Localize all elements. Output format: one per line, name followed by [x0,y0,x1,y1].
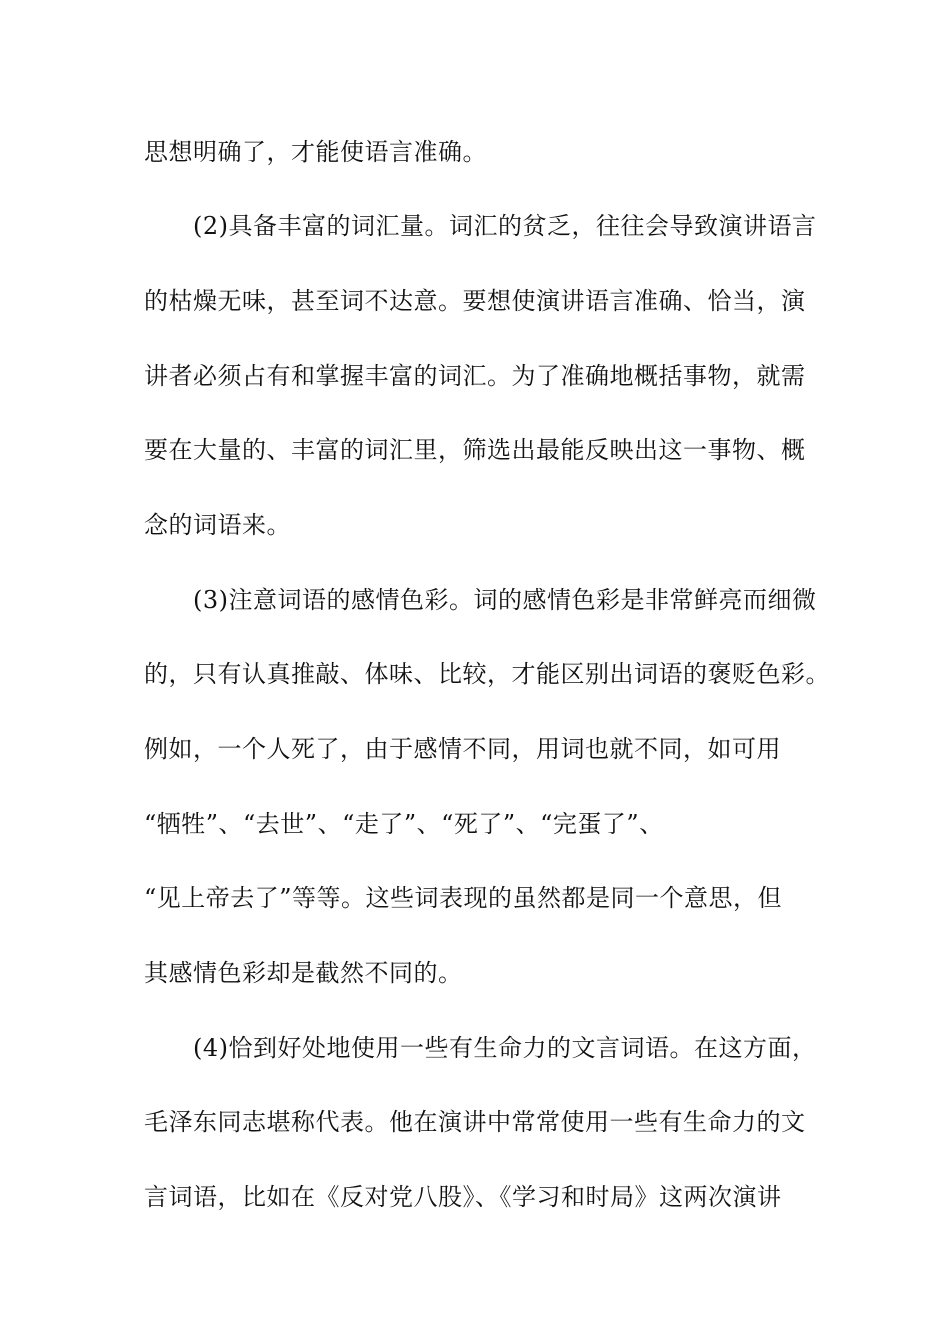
paragraph-2-start: (2)具备丰富的词汇量。词汇的贫乏，往往会导致演讲语言 [193,212,817,240]
paragraph-4-start: (4)恰到好处地使用一些有生命力的文言词语。在这方面， [193,1034,817,1062]
text-line: 言词语，比如在《反对党八股》、《学习和时局》这两次演讲 [144,1183,782,1211]
text-line: 其感情色彩却是截然不同的。 [144,959,463,987]
text-line: 要在大量的、丰富的词汇里，筛选出最能反映出这一事物、概 [144,436,806,464]
text-line: 的，只有认真推敲、体味、比较，才能区别出词语的褒贬色彩。 [144,660,830,688]
paragraph-3-start: (3)注意词语的感情色彩。词的感情色彩是非常鲜亮而细微 [193,586,817,614]
text-line: “牺牲”、“去世”、“走了”、“死了”、“完蛋了”、 [144,810,664,838]
text-line: 毛泽东同志堪称代表。他在演讲中常常使用一些有生命力的文 [144,1108,806,1136]
text-line: 的枯燥无味，甚至词不达意。要想使演讲语言准确、恰当，演 [144,287,806,315]
text-line: 念的词语来。 [144,511,291,539]
text-line: “见上帝去了”等等。这些词表现的虽然都是同一个意思，但 [144,884,783,912]
text-line: 思想明确了，才能使语言准确。 [144,138,487,166]
text-line: 例如，一个人死了，由于感情不同，用词也就不同，如可用 [144,735,781,763]
text-line: 讲者必须占有和掌握丰富的词汇。为了准确地概括事物，就需 [144,362,806,390]
